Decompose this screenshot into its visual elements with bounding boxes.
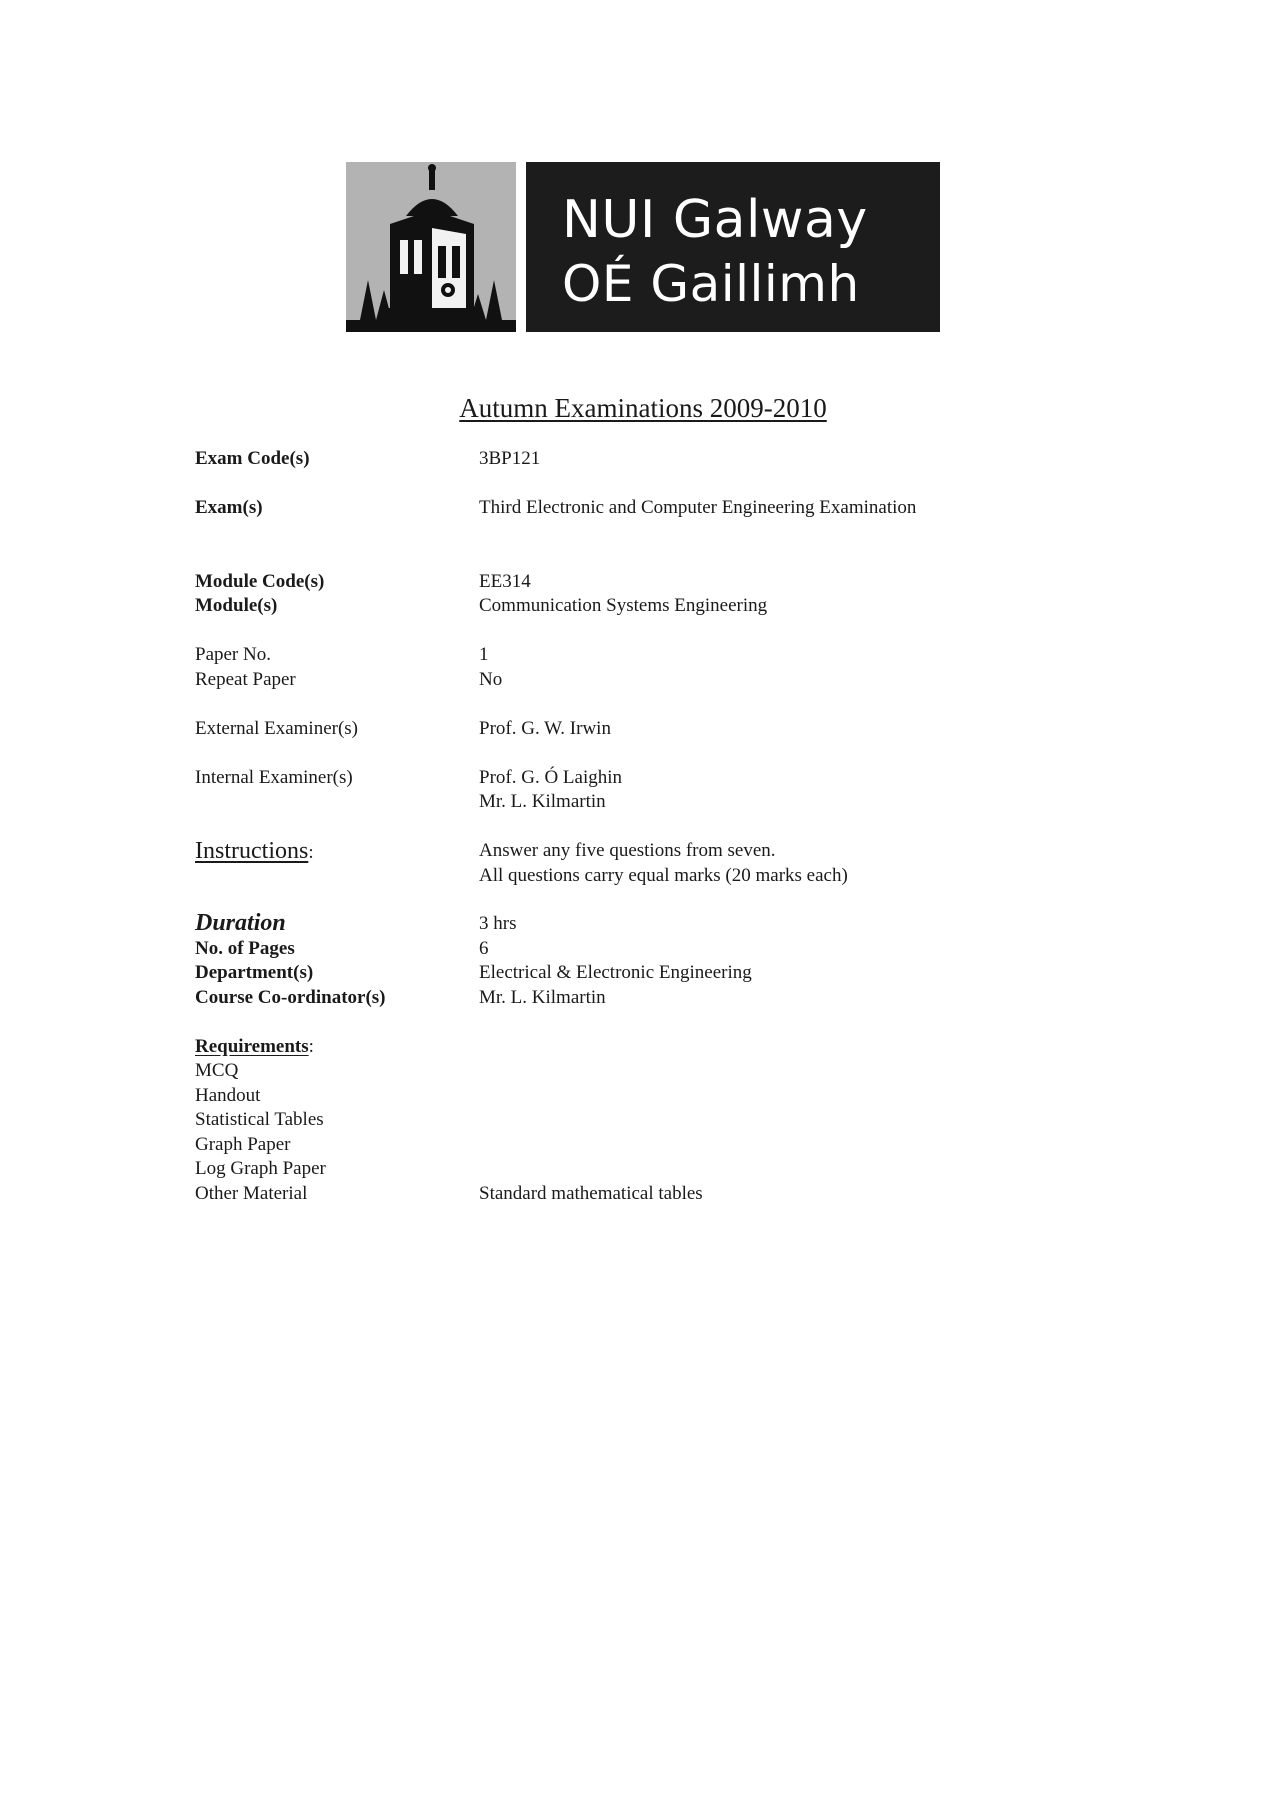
requirements-colon: :	[308, 1036, 314, 1057]
repeat-paper-label: Repeat Paper	[195, 669, 296, 690]
departments-row	[0, 961, 1280, 985]
requirements-heading-group	[195, 1035, 314, 1059]
requirements-heading: Requirements	[195, 1036, 309, 1057]
instructions-label-group	[195, 839, 314, 865]
no-of-pages-value: 6	[479, 938, 489, 959]
internal-examiners-row-2	[0, 790, 1280, 814]
instructions-label: Instructions	[195, 838, 309, 864]
external-examiners-row	[0, 717, 1280, 741]
duration-label: Duration	[195, 910, 286, 936]
requirement-label-other-material: Other Material	[195, 1183, 308, 1204]
requirement-label-graph-paper: Graph Paper	[195, 1134, 291, 1155]
page-title: Autumn Examinations 2009-2010	[459, 393, 827, 423]
module-codes-label: Module Code(s)	[195, 571, 325, 592]
logo-text-irish: OÉ Gaillimh	[562, 255, 860, 313]
exam-codes-row	[0, 447, 1280, 471]
university-logo	[346, 162, 940, 332]
requirement-label-mcq: MCQ	[195, 1060, 239, 1081]
requirement-item	[0, 1059, 1280, 1083]
external-examiners-label: External Examiner(s)	[195, 718, 359, 739]
instruction-2: All questions carry equal marks (20 marks each)	[479, 865, 848, 886]
requirements-heading-row	[0, 1035, 1280, 1059]
logo-wordmark	[526, 162, 940, 332]
instructions-row-2	[0, 864, 1280, 888]
modules-value: Communication Systems Engineering	[479, 595, 768, 616]
requirement-item	[0, 1182, 1280, 1206]
paper-no-row	[0, 643, 1280, 667]
course-coordinators-label: Course Co-ordinator(s)	[195, 987, 386, 1008]
instructions-colon: :	[308, 842, 314, 863]
requirement-item	[0, 1084, 1280, 1108]
course-coordinators-row	[0, 986, 1280, 1010]
exams-value: Third Electronic and Computer Engineering Examination	[479, 497, 917, 518]
paper-no-value: 1	[479, 644, 489, 665]
requirement-item	[0, 1133, 1280, 1157]
duration-row	[0, 912, 1280, 936]
duration-value: 3 hrs	[479, 913, 517, 934]
internal-examiners-label: Internal Examiner(s)	[195, 767, 353, 788]
instruction-1: Answer any five questions from seven.	[479, 840, 776, 861]
departments-value: Electrical & Electronic Engineering	[479, 962, 752, 983]
requirement-item	[0, 1157, 1280, 1181]
requirement-label-log-graph-paper: Log Graph Paper	[195, 1158, 326, 1179]
exams-row	[0, 496, 1280, 520]
instructions-row	[0, 839, 1280, 863]
departments-label: Department(s)	[195, 962, 314, 983]
repeat-paper-row	[0, 668, 1280, 692]
module-codes-value: EE314	[479, 571, 531, 592]
requirement-value-other-material: Standard mathematical tables	[479, 1183, 703, 1204]
modules-label: Module(s)	[195, 595, 278, 616]
requirement-item	[0, 1108, 1280, 1132]
external-examiners-value: Prof. G. W. Irwin	[479, 718, 611, 739]
internal-examiner-2: Mr. L. Kilmartin	[479, 791, 606, 812]
internal-examiners-row	[0, 766, 1280, 790]
paper-no-label: Paper No.	[195, 644, 271, 665]
exam-codes-value: 3BP121	[479, 448, 541, 469]
exam-codes-label: Exam Code(s)	[195, 448, 310, 469]
course-coordinators-value: Mr. L. Kilmartin	[479, 987, 606, 1008]
clock-tower-crest-icon	[346, 162, 516, 332]
requirement-label-handout: Handout	[195, 1085, 261, 1106]
requirement-label-statistical-tables: Statistical Tables	[195, 1109, 324, 1130]
internal-examiner-1: Prof. G. Ó Laighin	[479, 767, 623, 788]
no-of-pages-label: No. of Pages	[195, 938, 295, 959]
logo-text-english: NUI Galway	[562, 190, 868, 250]
repeat-paper-value: No	[479, 669, 503, 690]
modules-row	[0, 594, 1280, 618]
no-of-pages-row	[0, 937, 1280, 961]
exams-label: Exam(s)	[195, 497, 263, 518]
module-codes-row	[0, 570, 1280, 594]
